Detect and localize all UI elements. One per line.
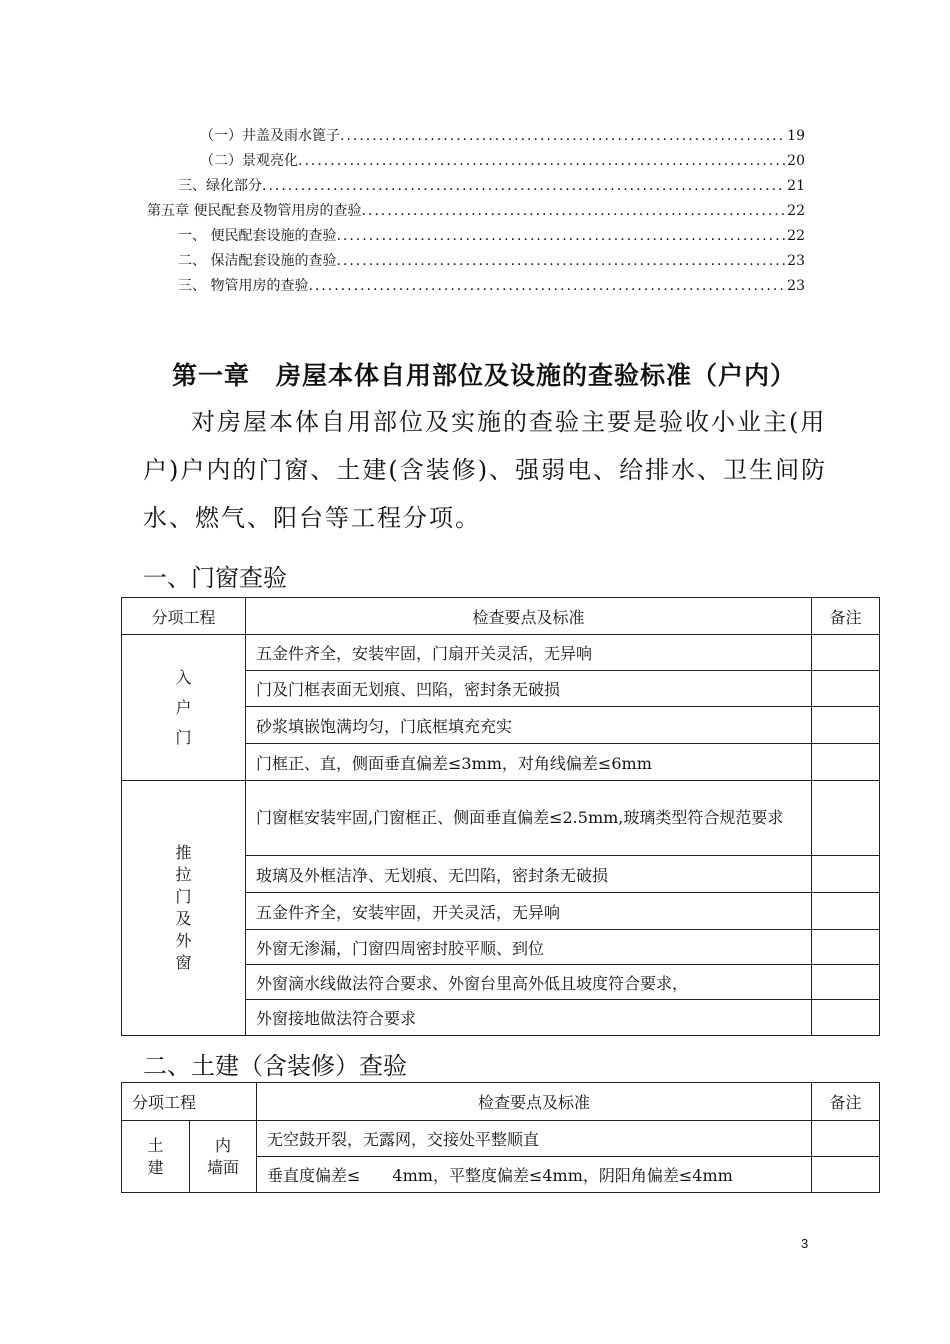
table-header-row: [122, 1083, 880, 1121]
intro-paragraph: 对房屋本体自用部位及实施的查验主要是验收小业主(用户)户内的门窗、土建(含装修)、强弱电、给排水、卫生间防水、燃气、阳台等工程分项。: [143, 408, 828, 532]
chapter-title: 第一章 房屋本体自用部位及设施的查验标准（户内）: [172, 361, 797, 390]
remark-cell[interactable]: [812, 856, 880, 893]
section-heading-doors-windows: 一、门窗查验: [143, 564, 287, 592]
toc-entry[interactable]: [147, 203, 805, 219]
toc-entry[interactable]: [178, 178, 805, 194]
toc-entry-page: 19: [787, 128, 805, 144]
table-row: [122, 781, 880, 856]
standard-cell: 外窗滴水线做法符合要求、外窗台里高外低且坡度符合要求，: [246, 965, 812, 1000]
standard-cell: 门窗框安装牢固,门窗框正、侧面垂直偏差≤2.5mm,玻璃类型符合规范要求: [246, 781, 812, 856]
standard-cell: 外窗无渗漏，门窗四周密封胶平顺、到位: [246, 930, 812, 965]
toc-entry-label: 一、 便民配套设施的查验: [178, 228, 337, 244]
standard-cell: 外窗接地做法符合要求: [246, 1000, 812, 1036]
remark-cell[interactable]: [812, 671, 880, 707]
section-heading-civil: 二、土建（含装修）查验: [143, 1052, 407, 1080]
toc-entry-label: （二）景观亮化: [200, 153, 298, 169]
standard-cell: 玻璃及外框洁净、无划痕、无凹陷，密封条无破损: [246, 856, 812, 893]
standard-cell: 门及门框表面无划痕、凹陷，密封条无破损: [246, 671, 812, 707]
remark-cell[interactable]: [812, 1157, 880, 1193]
header-remark: 备注: [812, 1083, 880, 1121]
toc-entry[interactable]: [178, 228, 805, 244]
toc-entry[interactable]: [178, 253, 805, 269]
standard-cell: 五金件齐全，安装牢固，开关灵活，无异响: [246, 893, 812, 930]
table-row: [122, 635, 880, 671]
toc-entry-label: 三、绿化部分: [178, 178, 262, 194]
table-row: [122, 1121, 880, 1157]
toc-entry[interactable]: [200, 128, 805, 144]
group-civil: 土 建: [122, 1121, 190, 1193]
header-remark: 备注: [812, 598, 880, 635]
group-entry-door: 入 户 门: [122, 635, 246, 781]
standard-cell: 五金件齐全，安装牢固，门扇开关灵活，无异响: [246, 635, 812, 671]
toc-entry-label: 三、 物管用房的查验: [178, 278, 309, 294]
toc-entry-label: （一）井盖及雨水篦子: [200, 128, 340, 144]
remark-cell[interactable]: [812, 1121, 880, 1157]
standard-cell: 无空鼓开裂，无露网，交接处平整顺直: [257, 1121, 812, 1157]
toc-entry[interactable]: [178, 278, 805, 294]
page-number: 3: [801, 1236, 809, 1251]
remark-cell[interactable]: [812, 893, 880, 930]
standard-cell: 砂浆填嵌饱满均匀，门底框填充充实: [246, 707, 812, 744]
toc-entry-page: 22: [787, 228, 805, 244]
toc-entry-page: 23: [787, 278, 805, 294]
standard-cell: 垂直度偏差≤ 4mm，平整度偏差≤4mm，阴阳角偏差≤4mm: [257, 1157, 812, 1193]
doors-windows-table: [121, 597, 880, 1036]
standard-cell: 门框正、直，侧面垂直偏差≤3mm，对角线偏差≤6mm: [246, 744, 812, 781]
table-header-row: [122, 598, 880, 635]
remark-cell[interactable]: [812, 930, 880, 965]
group-interior-wall: 内 墙面: [190, 1121, 257, 1193]
remark-cell[interactable]: [812, 781, 880, 856]
header-item: 分项工程: [122, 1083, 257, 1121]
toc-entry-label: 二、 保洁配套设施的查验: [178, 253, 337, 269]
toc-entry-page: 21: [787, 178, 805, 194]
header-standard: 检查要点及标准: [257, 1083, 812, 1121]
header-item: 分项工程: [122, 598, 246, 635]
toc-entry-label: 第五章 便民配套及物管用房的查验: [147, 203, 362, 219]
header-standard: 检查要点及标准: [246, 598, 812, 635]
toc-entry[interactable]: [200, 153, 805, 169]
civil-table: [121, 1082, 880, 1193]
toc-entry-page: 23: [787, 253, 805, 269]
remark-cell[interactable]: [812, 635, 880, 671]
toc-entry-page: 22: [787, 203, 805, 219]
remark-cell[interactable]: [812, 707, 880, 744]
remark-cell[interactable]: [812, 1000, 880, 1036]
remark-cell[interactable]: [812, 965, 880, 1000]
toc-entry-page: 20: [787, 153, 805, 169]
remark-cell[interactable]: [812, 744, 880, 781]
group-sliding-door-window: 推 拉 门 及 外 窗: [122, 781, 246, 1036]
